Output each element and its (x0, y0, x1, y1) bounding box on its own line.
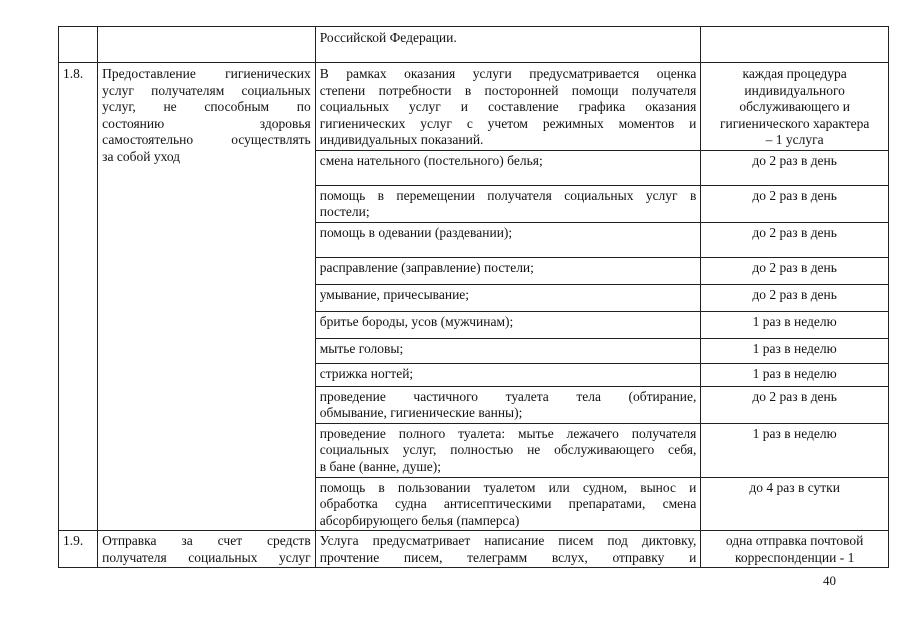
description-line: мытье головы; (319, 340, 404, 356)
description-cell (315, 531, 701, 568)
service-name-cell (98, 63, 316, 531)
service-name-line: самостоятельно осуществлять (102, 132, 311, 147)
service-name-line: услуг получателям социальных (102, 82, 311, 98)
volume-line: индивидуального (744, 82, 845, 98)
service-name-cell (98, 27, 316, 63)
description-line: в бане (ванне, душе); (319, 458, 442, 474)
item-number: 1.9. (63, 533, 84, 548)
volume-text: 1 раз в неделю (752, 365, 837, 381)
description-line: абсорбирующего белья (памперса) (319, 512, 520, 528)
description-line: постели; (319, 204, 370, 219)
volume-cell (701, 311, 889, 338)
volume-cell (701, 338, 889, 363)
description-line: Услуга предусматривает написание писем под диктовку, (319, 533, 697, 548)
description-line: В рамках оказания услуги предусматривается оценка (319, 66, 697, 81)
description-line: прочтение писем, телеграмм вслух, отправку и (319, 549, 697, 565)
description-line: гигиенических услуг с учетом режимных моментов и (319, 115, 697, 131)
volume-cell (701, 477, 889, 531)
volume-text: до 2 раз в день (752, 259, 837, 275)
volume-cell (701, 222, 889, 257)
description-line: проведение частичного туалета тела (обтирание, (319, 388, 697, 404)
services-table (58, 26, 889, 568)
service-name-line: Предоставление гигиенических (102, 66, 311, 81)
volume-cell (701, 185, 889, 222)
description-line: степени потребности в посторонней помощи получателя (319, 82, 697, 98)
volume-text: 1 раз в неделю (752, 425, 837, 441)
volume-cell (701, 150, 889, 185)
service-name-cell (98, 531, 316, 568)
description-cell (315, 477, 701, 531)
description-cell (315, 284, 701, 311)
number-cell (59, 27, 98, 63)
table-row (59, 531, 889, 568)
volume-cell (701, 27, 889, 63)
volume-line: обслуживающего и (739, 99, 850, 114)
table-row (59, 27, 889, 63)
description-line: бритье бороды, усов (мужчинам); (319, 313, 514, 329)
description-line: помощь в перемещении получателя социальных услуг в (319, 187, 697, 203)
description-line: помощь в одевании (раздевании); (319, 224, 513, 240)
page-number: 40 (823, 573, 836, 588)
number-cell (59, 531, 98, 568)
number-cell (59, 63, 98, 531)
volume-line: корреспонденции - 1 (734, 549, 855, 565)
volume-cell (701, 63, 889, 151)
volume-text: до 2 раз в день (752, 152, 837, 168)
volume-line: – 1 услуга (765, 132, 824, 147)
service-name-line: Отправка за счет средств (102, 533, 311, 548)
service-name-line: услуг, не способным по (102, 99, 311, 114)
description-line: помощь в пользовании туалетом или судном, вынос и (319, 479, 697, 495)
description-line: умывание, причесывание; (319, 286, 470, 302)
volume-cell (701, 363, 889, 386)
description-cell (315, 150, 701, 185)
volume-text: до 2 раз в день (752, 224, 837, 240)
service-name-line: за собой уход (102, 148, 181, 164)
description-cell (315, 338, 701, 363)
description-line: индивидуальных показаний. (319, 132, 484, 147)
description-cell (315, 185, 701, 222)
volume-text: 1 раз в неделю (752, 340, 837, 356)
table-row (59, 63, 889, 151)
volume-line: каждая процедура (742, 66, 847, 81)
description-cell (315, 257, 701, 284)
service-name-line: получателя социальных услуг (102, 549, 311, 565)
volume-text: до 2 раз в день (752, 388, 837, 404)
description-line: социальных услуг и составление графика оказания (319, 99, 697, 114)
volume-text: 1 раз в неделю (752, 313, 837, 329)
description-line: социальных услуг, полностью не обслуживающего себя, (319, 442, 697, 457)
description-line: стрижка ногтей; (319, 365, 414, 381)
description-cell (315, 63, 701, 151)
volume-text: до 2 раз в день (752, 187, 837, 203)
volume-line: гигиенического характера (719, 115, 870, 131)
volume-cell (701, 257, 889, 284)
description-text: Российской Федерации. (319, 30, 457, 45)
description-cell (315, 311, 701, 338)
volume-text: до 4 раз в сутки (749, 479, 840, 495)
description-line: расправление (заправление) постели; (319, 259, 534, 275)
description-cell (315, 386, 701, 423)
description-cell (315, 27, 701, 63)
volume-cell (701, 284, 889, 311)
volume-text: до 2 раз в день (752, 286, 837, 302)
service-name-line: состоянию здоровья (102, 115, 311, 131)
volume-cell (701, 386, 889, 423)
description-cell (315, 363, 701, 386)
volume-cell (701, 423, 889, 477)
description-cell (315, 423, 701, 477)
description-line: проведение полного туалета: мытье лежачего получателя (319, 425, 697, 441)
description-line: обмывание, гигиенические ванны); (319, 405, 523, 420)
description-cell (315, 222, 701, 257)
volume-line: одна отправка почтовой (725, 533, 864, 548)
description-line: обработка судна антисептическими препаратами, смена (319, 496, 697, 511)
volume-cell (701, 531, 889, 568)
description-line: смена нательного (постельного) белья; (319, 152, 543, 168)
item-number: 1.8. (63, 66, 84, 81)
